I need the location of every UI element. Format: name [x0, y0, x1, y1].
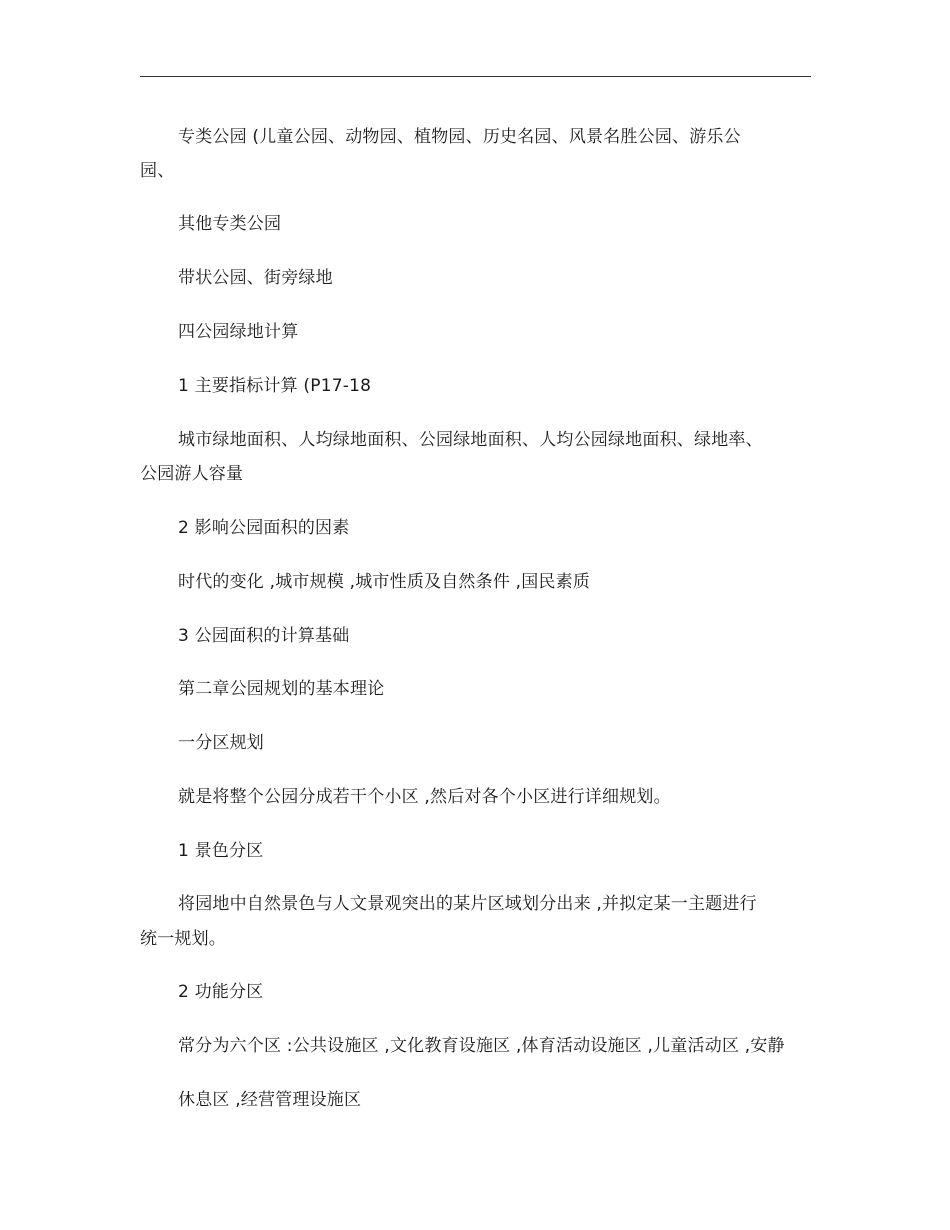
text-line: 带状公园、街旁绿地 [178, 268, 333, 288]
text-line: 其他专类公园 [178, 214, 282, 234]
text-line: 3 公园面积的计算基础 [178, 626, 350, 646]
text-line: 1 主要指标计算 (P17-18 [178, 376, 372, 396]
text-line: 常分为六个区 :公共设施区 ,文化教育设施区 ,体育活动设施区 ,儿童活动区 ,安静 [178, 1036, 785, 1056]
text-line: 时代的变化 ,城市规模 ,城市性质及自然条件 ,国民素质 [178, 572, 591, 592]
text-line: 城市绿地面积、人均绿地面积、公园绿地面积、人均公园绿地面积、绿地率、 [178, 430, 763, 450]
text-line: 休息区 ,经营管理设施区 [178, 1090, 362, 1110]
header-rule [140, 76, 811, 77]
section-heading: 一分区规划 [178, 733, 264, 753]
text-line: 将园地中自然景色与人文景观突出的某片区域划分出来 ,并拟定某一主题进行 [178, 894, 757, 914]
section-heading: 四公园绿地计算 [178, 322, 299, 342]
text-line: 1 景色分区 [178, 841, 264, 861]
text-line: 专类公园 (儿童公园、动物园、植物园、历史名园、风景名胜公园、游乐公 [178, 127, 741, 147]
text-line: 2 影响公园面积的因素 [178, 518, 350, 538]
text-line: 园、 [140, 161, 175, 181]
text-line: 2 功能分区 [178, 982, 264, 1002]
text-line: 就是将整个公园分成若干个小区 ,然后对各个小区进行详细规划。 [178, 787, 671, 807]
text-line: 公园游人容量 [140, 464, 244, 484]
text-line: 统一规划。 [140, 929, 226, 949]
chapter-heading: 第二章公园规划的基本理论 [178, 679, 385, 699]
